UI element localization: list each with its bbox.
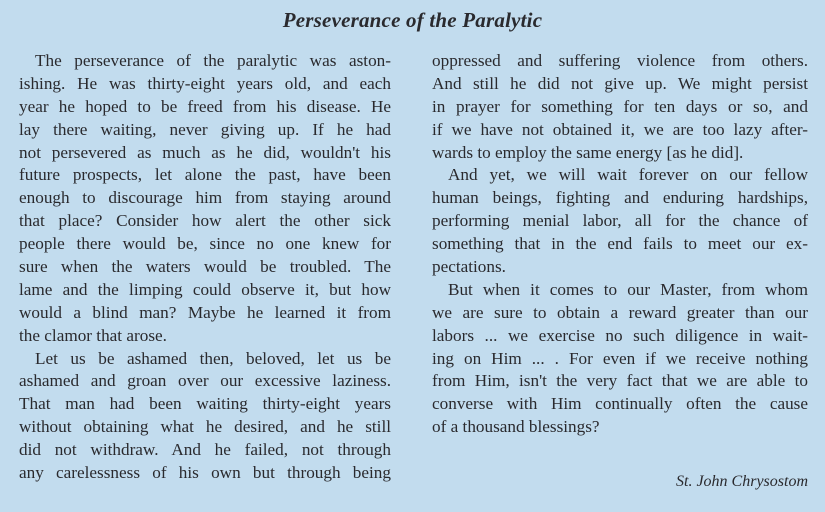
text-line: would a blind man? Maybe he learned it from [19,302,391,322]
text-line: performing menial labor, all for the chance of [432,211,808,231]
text-line: enough to discourage him from staying around [19,188,391,208]
text-line: in prayer for something for ten days or so, and [432,96,808,116]
text-line: wards to employ the same energy [as he did]. [432,142,744,162]
signature: St. John Chrysostom [676,473,808,490]
text-line: But when it comes to our Master, from whom [448,279,808,299]
text-line: we are sure to obtain a reward greater than our [432,302,808,322]
text-line: The perseverance of the paralytic was aston- [35,51,391,70]
text-line: ishing. He was thirty-eight years old, and each [19,73,391,93]
text-line: And yet, we will wait forever on our fellow [448,165,808,185]
text-line: without obtaining what he desired, and he still [19,417,391,437]
text-line: the clamor that arose. [19,325,167,345]
text-line: human beings, fighting and enduring hardships, [432,188,808,208]
text-line: something that in the end fails to meet our ex- [432,234,808,254]
page-title: Perseverance of the Paralytic [282,8,543,32]
left-column [19,50,391,485]
text-line: from Him, isn't the very fact that we are able to [432,371,808,391]
text-line: sure when the waters would be troubled. The [19,257,391,277]
text-line: not persevered as much as he did, wouldn't his [19,142,391,162]
text-line: people there would be, since no one knew for [19,234,391,254]
text-line: ing on Him ... . For even if we receive nothing [432,348,808,368]
text-line: of a thousand blessings? [432,417,600,437]
text-line: And still he did not give up. We might persist [432,73,808,93]
text-line: pectations. [432,257,506,277]
text-line: That man had been waiting thirty-eight years [19,394,391,414]
right-column [432,50,808,439]
text-line: converse with Him continually often the cause [432,394,808,414]
text-line: Let us be ashamed then, beloved, let us be [35,348,391,368]
text-line: if we have not obtained it, we are too lazy after- [432,119,808,139]
text-line: year he hoped to be freed from his disease. He [19,96,391,116]
text-line: lame and the limping could observe it, but how [19,279,391,299]
text-line: lay there waiting, never giving up. If he had [19,119,391,139]
text-line: that place? Consider how alert the other sick [19,211,391,231]
text-line: ashamed and groan over our excessive laziness. [19,371,391,391]
text-line: future prospects, let alone the past, have been [19,165,391,185]
text-line: did not withdraw. And he failed, not through [19,440,391,460]
text-line: oppressed and suffering violence from others. [432,51,808,70]
text-line: any carelessness of his own but through being [19,463,391,483]
text-line: labors ... we exercise no such diligence in wait- [432,325,808,345]
